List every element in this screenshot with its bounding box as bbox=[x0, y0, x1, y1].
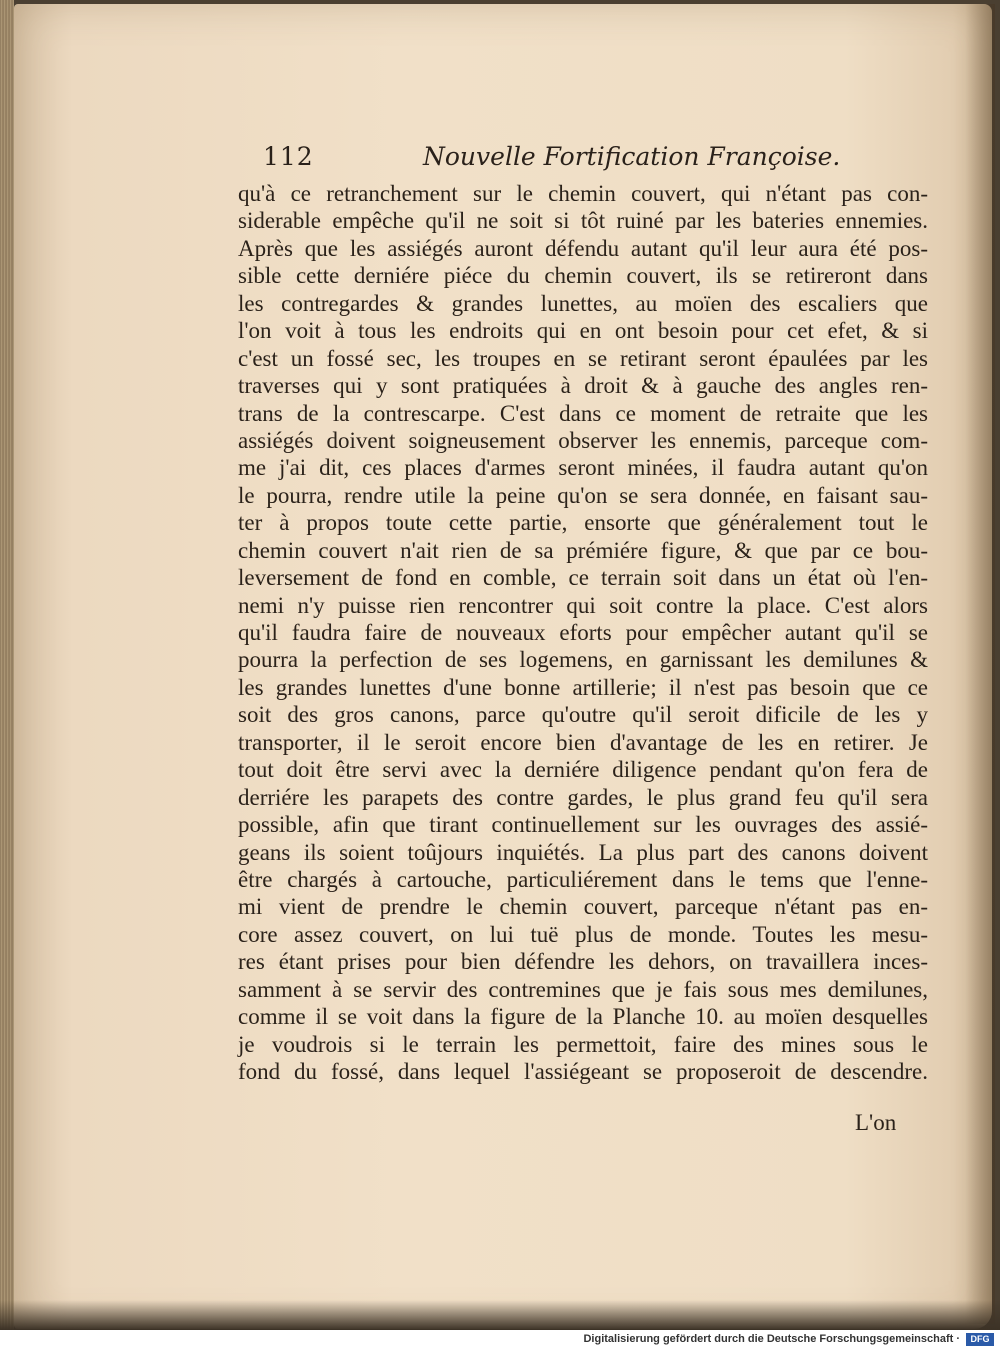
text-line: sible cette derniére piéce du chemin couvert, ils se retireront dans bbox=[238, 263, 928, 289]
text-line: les grandes lunettes d'une bonne artillerie; il n'est pas besoin que ce bbox=[238, 674, 928, 700]
text-line: qu'à ce retranchement sur le chemin couvert, qui n'étant pas con- bbox=[238, 181, 928, 206]
page-edges bbox=[0, 0, 14, 1350]
text-line: core assez couvert, on lui tuë plus de monde. Toutes les mesu- bbox=[238, 921, 928, 947]
catchword: L'on bbox=[855, 1110, 897, 1135]
text-line: chemin couvert n'ait rien de sa prémiére figure, & que par ce bou- bbox=[238, 537, 928, 563]
text-line: pourra la perfection de ses logemens, en garnissant les demilunes & bbox=[238, 647, 928, 673]
text-line: soit des gros canons, parce qu'outre qu'il seroit dificile de les y bbox=[238, 702, 928, 728]
dfg-logo: DFG bbox=[966, 1333, 994, 1346]
text-line: c'est un fossé sec, les troupes en se retirant seront épaulées par les bbox=[238, 345, 928, 371]
text-line: je voudrois si le terrain les permettoit, faire des mines sous le bbox=[238, 1031, 928, 1057]
text-line: ter à propos toute cette partie, ensorte que généralement tout le bbox=[238, 510, 928, 536]
text-line: Après que les assiégés auront défendu autant qu'il leur aura été pos- bbox=[238, 235, 928, 261]
text-line: derriére les parapets des contre gardes, le plus grand feu qu'il sera bbox=[238, 784, 928, 810]
page-curl-shadow bbox=[965, 4, 995, 1324]
text-line: nemi n'y puisse rien rencontrer qui soit contre la place. C'est alors bbox=[238, 592, 928, 618]
text-line: assiégés doivent soigneusement observer les ennemis, parceque com- bbox=[238, 427, 928, 453]
body-text bbox=[238, 180, 928, 1085]
text-line: être chargés à cartouche, particuliérement dans le tems que l'enne- bbox=[238, 866, 928, 892]
book-bottom-shadow bbox=[0, 1300, 1000, 1330]
text-line: mi vient de prendre le chemin couvert, parceque n'étant pas en- bbox=[238, 894, 928, 920]
text-line: le pourra, rendre utile la peine qu'on se sera donnée, en faisant sau- bbox=[238, 482, 928, 508]
text-line: qu'il faudra faire de nouveaux eforts pour empêcher autant qu'il se bbox=[238, 620, 928, 645]
text-line: comme il se voit dans la figure de la Planche 10. au moïen desquelles bbox=[238, 1004, 928, 1030]
text-line: fond du fossé, dans lequel l'assiégeant se proposeroit de descendre. bbox=[238, 1059, 928, 1084]
running-title: Nouvelle Fortification Françoise. bbox=[423, 142, 841, 171]
text-line: transporter, il le seroit encore bien d'avantage de les en retirer. Je bbox=[238, 729, 928, 755]
text-line: possible, afin que tirant continuellement sur les ouvrages des assié- bbox=[238, 812, 928, 838]
text-line: res étant prises pour bien défendre les dehors, on travaillera inces- bbox=[238, 949, 928, 975]
text-line: geans ils soient toûjours inquiétés. La plus part des canons doivent bbox=[238, 839, 928, 865]
credit-text: Digitalisierung gefördert durch die Deutsche Forschungsgemeinschaft · bbox=[583, 1333, 960, 1345]
text-line: traverses qui y sont pratiquées à droit & à gauche des angles ren- bbox=[238, 373, 928, 399]
text-line: me j'ai dit, ces places d'armes seront minées, il faudra autant qu'on bbox=[238, 455, 928, 481]
digitization-credit-bar bbox=[0, 1330, 1000, 1350]
text-line: trans de la contrescarpe. C'est dans ce moment de retraite que les bbox=[238, 400, 928, 426]
text-line: leversement de fond en comble, ce terrain soit dans un état où l'en- bbox=[238, 565, 928, 591]
text-line: l'on voit à tous les endroits qui en ont besoin pour cet efet, & si bbox=[238, 318, 928, 344]
running-head bbox=[263, 142, 923, 180]
text-line: les contregardes & grandes lunettes, au moïen des escaliers que bbox=[238, 290, 928, 316]
text-line: siderable empêche qu'il ne soit si tôt ruiné par les bateries ennemies. bbox=[238, 208, 928, 234]
page-number: 112 bbox=[263, 142, 314, 171]
text-line: samment à se servir des contremines que je fais sous mes demilunes, bbox=[238, 976, 928, 1002]
text-line: tout doit être servi avec la derniére diligence pendant qu'on fera de bbox=[238, 757, 928, 783]
